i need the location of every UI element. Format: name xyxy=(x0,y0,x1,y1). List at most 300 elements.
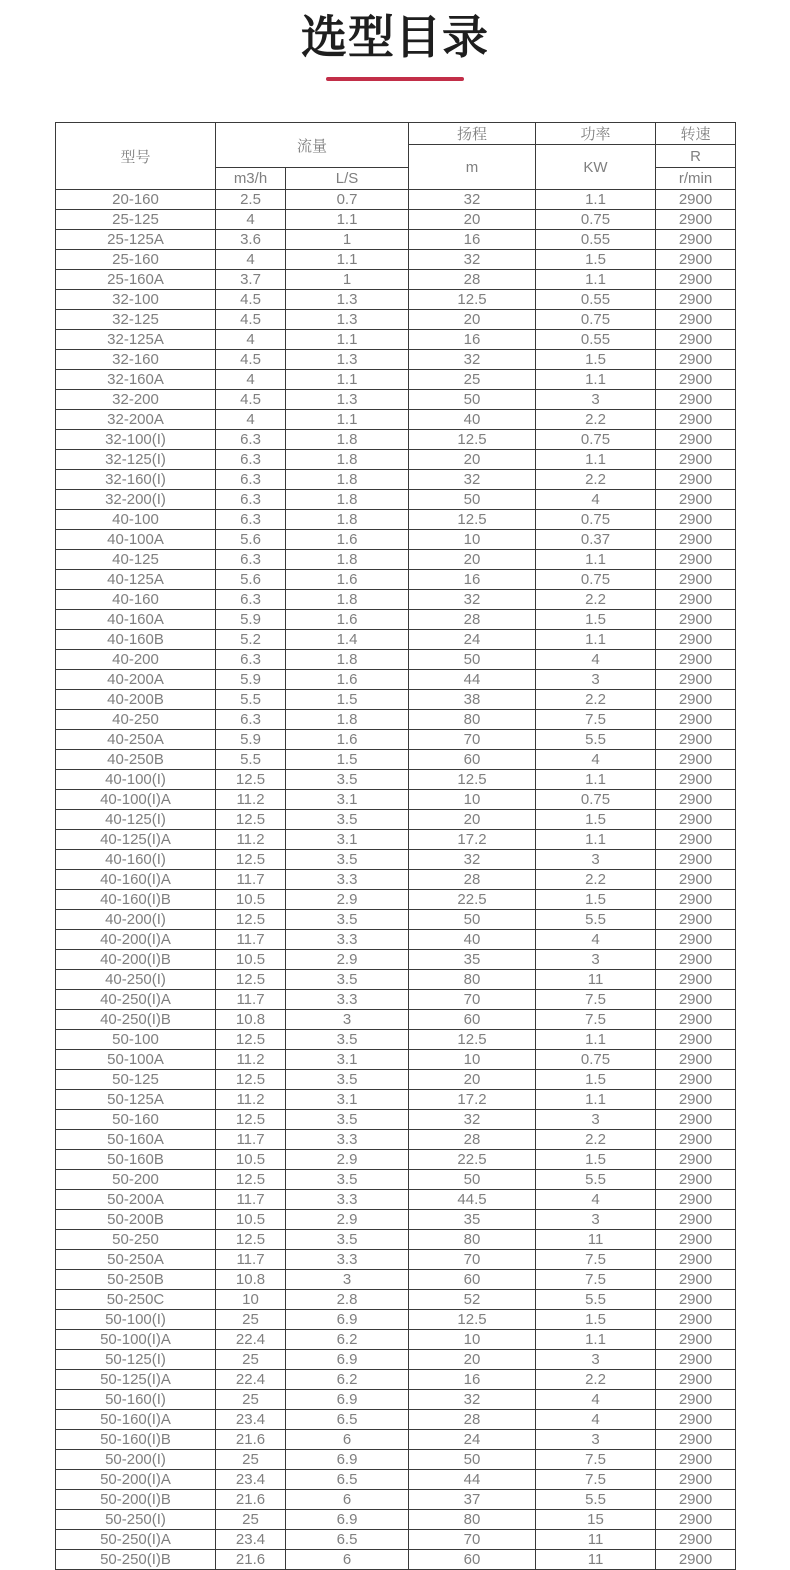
cell-head-m: 50 xyxy=(409,910,536,930)
cell-model: 50-160(I)B xyxy=(56,1430,216,1450)
cell-model: 32-160(I) xyxy=(56,470,216,490)
cell-flow-m3h: 12.5 xyxy=(216,1070,286,1090)
cell-flow-m3h: 4 xyxy=(216,370,286,390)
cell-flow-m3h: 12.5 xyxy=(216,1030,286,1050)
cell-speed-rpm: 2900 xyxy=(656,630,736,650)
cell-flow-ls: 1.8 xyxy=(286,470,409,490)
cell-power-kw: 1.1 xyxy=(536,1030,656,1050)
cell-head-m: 38 xyxy=(409,690,536,710)
cell-power-kw: 7.5 xyxy=(536,990,656,1010)
cell-speed-rpm: 2900 xyxy=(656,190,736,210)
cell-flow-m3h: 6.3 xyxy=(216,430,286,450)
cell-model: 50-100 xyxy=(56,1030,216,1050)
cell-speed-rpm: 2900 xyxy=(656,1450,736,1470)
table-row xyxy=(56,630,736,650)
cell-power-kw: 2.2 xyxy=(536,870,656,890)
cell-head-m: 28 xyxy=(409,610,536,630)
cell-head-m: 12.5 xyxy=(409,770,536,790)
cell-speed-rpm: 2900 xyxy=(656,650,736,670)
table-row xyxy=(56,710,736,730)
cell-model: 32-160 xyxy=(56,350,216,370)
cell-power-kw: 1.1 xyxy=(536,830,656,850)
cell-flow-ls: 3.5 xyxy=(286,850,409,870)
cell-power-kw: 7.5 xyxy=(536,1450,656,1470)
cell-speed-rpm: 2900 xyxy=(656,1350,736,1370)
cell-flow-ls: 6.9 xyxy=(286,1510,409,1530)
cell-flow-m3h: 11.2 xyxy=(216,830,286,850)
cell-flow-ls: 3.5 xyxy=(286,810,409,830)
table-row xyxy=(56,1010,736,1030)
cell-flow-m3h: 4 xyxy=(216,330,286,350)
cell-flow-m3h: 25 xyxy=(216,1310,286,1330)
cell-power-kw: 7.5 xyxy=(536,1470,656,1490)
table-row xyxy=(56,650,736,670)
cell-power-kw: 2.2 xyxy=(536,590,656,610)
cell-flow-m3h: 25 xyxy=(216,1390,286,1410)
cell-power-kw: 2.2 xyxy=(536,470,656,490)
cell-head-m: 50 xyxy=(409,1450,536,1470)
cell-power-kw: 0.75 xyxy=(536,790,656,810)
cell-model: 32-125 xyxy=(56,310,216,330)
cell-flow-m3h: 12.5 xyxy=(216,850,286,870)
cell-model: 40-200A xyxy=(56,670,216,690)
cell-flow-ls: 1.4 xyxy=(286,630,409,650)
cell-model: 32-200 xyxy=(56,390,216,410)
cell-flow-m3h: 4 xyxy=(216,410,286,430)
cell-speed-rpm: 2900 xyxy=(656,730,736,750)
cell-flow-ls: 1.1 xyxy=(286,210,409,230)
cell-head-m: 12.5 xyxy=(409,290,536,310)
table-row xyxy=(56,510,736,530)
cell-flow-m3h: 5.2 xyxy=(216,630,286,650)
cell-model: 50-200A xyxy=(56,1190,216,1210)
cell-head-m: 10 xyxy=(409,530,536,550)
cell-head-m: 20 xyxy=(409,450,536,470)
cell-flow-ls: 1.5 xyxy=(286,690,409,710)
table-row xyxy=(56,850,736,870)
cell-flow-ls: 1.3 xyxy=(286,290,409,310)
cell-power-kw: 1.5 xyxy=(536,610,656,630)
cell-power-kw: 0.75 xyxy=(536,430,656,450)
cell-head-m: 60 xyxy=(409,1270,536,1290)
cell-flow-m3h: 11.7 xyxy=(216,990,286,1010)
cell-model: 40-125(I)A xyxy=(56,830,216,850)
cell-power-kw: 5.5 xyxy=(536,910,656,930)
table-row xyxy=(56,570,736,590)
cell-power-kw: 11 xyxy=(536,1530,656,1550)
cell-speed-rpm: 2900 xyxy=(656,750,736,770)
cell-flow-ls: 6 xyxy=(286,1430,409,1450)
cell-speed-rpm: 2900 xyxy=(656,810,736,830)
cell-speed-rpm: 2900 xyxy=(656,1550,736,1570)
cell-flow-m3h: 23.4 xyxy=(216,1410,286,1430)
cell-flow-m3h: 10.5 xyxy=(216,890,286,910)
cell-head-m: 50 xyxy=(409,1170,536,1190)
cell-model: 40-100(I)A xyxy=(56,790,216,810)
cell-speed-rpm: 2900 xyxy=(656,450,736,470)
cell-flow-ls: 1.1 xyxy=(286,370,409,390)
cell-flow-ls: 3.1 xyxy=(286,830,409,850)
cell-flow-ls: 0.7 xyxy=(286,190,409,210)
table-row xyxy=(56,1030,736,1050)
table-row xyxy=(56,190,736,210)
cell-flow-m3h: 4 xyxy=(216,250,286,270)
table-row xyxy=(56,890,736,910)
cell-head-m: 16 xyxy=(409,330,536,350)
cell-model: 32-125A xyxy=(56,330,216,350)
table-row xyxy=(56,230,736,250)
table-row xyxy=(56,1050,736,1070)
cell-model: 50-250C xyxy=(56,1290,216,1310)
cell-speed-rpm: 2900 xyxy=(656,790,736,810)
cell-speed-rpm: 2900 xyxy=(656,1410,736,1430)
cell-speed-rpm: 2900 xyxy=(656,510,736,530)
cell-model: 32-200A xyxy=(56,410,216,430)
cell-flow-m3h: 11.7 xyxy=(216,1250,286,1270)
table-row xyxy=(56,550,736,570)
cell-power-kw: 3 xyxy=(536,1110,656,1130)
cell-flow-ls: 2.9 xyxy=(286,890,409,910)
table-row xyxy=(56,290,736,310)
cell-power-kw: 4 xyxy=(536,1390,656,1410)
cell-head-m: 28 xyxy=(409,870,536,890)
cell-flow-m3h: 5.6 xyxy=(216,530,286,550)
cell-head-m: 60 xyxy=(409,1010,536,1030)
cell-flow-m3h: 25 xyxy=(216,1450,286,1470)
cell-speed-rpm: 2900 xyxy=(656,1310,736,1330)
cell-model: 50-160A xyxy=(56,1130,216,1150)
cell-flow-ls: 3.5 xyxy=(286,1030,409,1050)
cell-speed-rpm: 2900 xyxy=(656,1490,736,1510)
cell-power-kw: 3 xyxy=(536,950,656,970)
cell-flow-m3h: 12.5 xyxy=(216,1110,286,1130)
cell-flow-m3h: 12.5 xyxy=(216,1230,286,1250)
cell-model: 50-200(I)A xyxy=(56,1470,216,1490)
cell-power-kw: 1.1 xyxy=(536,190,656,210)
cell-power-kw: 0.75 xyxy=(536,310,656,330)
table-row xyxy=(56,770,736,790)
catalog-page xyxy=(0,6,790,1570)
cell-model: 50-160(I)A xyxy=(56,1410,216,1430)
table-row xyxy=(56,590,736,610)
cell-head-m: 20 xyxy=(409,1070,536,1090)
cell-speed-rpm: 2900 xyxy=(656,1010,736,1030)
table-row xyxy=(56,1210,736,1230)
table-row xyxy=(56,1090,736,1110)
table-row xyxy=(56,370,736,390)
cell-power-kw: 2.2 xyxy=(536,1370,656,1390)
cell-power-kw: 1.1 xyxy=(536,770,656,790)
cell-speed-rpm: 2900 xyxy=(656,1250,736,1270)
cell-model: 40-200(I)B xyxy=(56,950,216,970)
cell-flow-m3h: 6.3 xyxy=(216,710,286,730)
cell-power-kw: 4 xyxy=(536,750,656,770)
table-row xyxy=(56,1190,736,1210)
cell-flow-ls: 6.5 xyxy=(286,1530,409,1550)
cell-flow-m3h: 21.6 xyxy=(216,1490,286,1510)
cell-power-kw: 0.37 xyxy=(536,530,656,550)
cell-power-kw: 4 xyxy=(536,1410,656,1430)
cell-speed-rpm: 2900 xyxy=(656,1210,736,1230)
table-row xyxy=(56,450,736,470)
cell-flow-ls: 1.8 xyxy=(286,490,409,510)
cell-power-kw: 1.1 xyxy=(536,370,656,390)
table-row xyxy=(56,390,736,410)
cell-speed-rpm: 2900 xyxy=(656,250,736,270)
cell-power-kw: 1.5 xyxy=(536,1310,656,1330)
cell-speed-rpm: 2900 xyxy=(656,310,736,330)
cell-speed-rpm: 2900 xyxy=(656,1150,736,1170)
cell-power-kw: 3 xyxy=(536,670,656,690)
cell-flow-ls: 3.3 xyxy=(286,1130,409,1150)
cell-speed-rpm: 2900 xyxy=(656,290,736,310)
cell-flow-m3h: 21.6 xyxy=(216,1430,286,1450)
cell-power-kw: 2.2 xyxy=(536,410,656,430)
cell-model: 50-200 xyxy=(56,1170,216,1190)
table-row xyxy=(56,270,736,290)
cell-speed-rpm: 2900 xyxy=(656,1110,736,1130)
table-row xyxy=(56,1370,736,1390)
cell-head-m: 40 xyxy=(409,410,536,430)
cell-power-kw: 11 xyxy=(536,1230,656,1250)
table-row xyxy=(56,1410,736,1430)
cell-flow-ls: 1.8 xyxy=(286,710,409,730)
table-row xyxy=(56,1470,736,1490)
cell-power-kw: 4 xyxy=(536,490,656,510)
cell-flow-ls: 3.5 xyxy=(286,770,409,790)
cell-model: 50-200(I)B xyxy=(56,1490,216,1510)
cell-model: 40-100 xyxy=(56,510,216,530)
cell-flow-ls: 1 xyxy=(286,230,409,250)
table-row xyxy=(56,1330,736,1350)
cell-flow-m3h: 5.9 xyxy=(216,730,286,750)
cell-speed-rpm: 2900 xyxy=(656,1530,736,1550)
cell-power-kw: 1.5 xyxy=(536,250,656,270)
cell-flow-ls: 1.8 xyxy=(286,450,409,470)
cell-flow-ls: 2.9 xyxy=(286,1150,409,1170)
cell-model: 50-250(I)B xyxy=(56,1550,216,1570)
table-row xyxy=(56,1250,736,1270)
cell-power-kw: 0.55 xyxy=(536,230,656,250)
table-row xyxy=(56,1510,736,1530)
cell-model: 50-250 xyxy=(56,1230,216,1250)
cell-power-kw: 5.5 xyxy=(536,1170,656,1190)
cell-flow-m3h: 6.3 xyxy=(216,650,286,670)
cell-head-m: 10 xyxy=(409,790,536,810)
cell-flow-m3h: 21.6 xyxy=(216,1550,286,1570)
cell-head-m: 32 xyxy=(409,250,536,270)
cell-flow-ls: 6.9 xyxy=(286,1450,409,1470)
table-row xyxy=(56,1290,736,1310)
cell-power-kw: 1.1 xyxy=(536,550,656,570)
cell-flow-ls: 6.2 xyxy=(286,1330,409,1350)
cell-flow-m3h: 11.7 xyxy=(216,930,286,950)
cell-flow-m3h: 6.3 xyxy=(216,490,286,510)
cell-head-m: 50 xyxy=(409,390,536,410)
table-row xyxy=(56,830,736,850)
cell-model: 40-160B xyxy=(56,630,216,650)
table-row xyxy=(56,1310,736,1330)
cell-model: 40-250(I) xyxy=(56,970,216,990)
cell-head-m: 32 xyxy=(409,350,536,370)
table-row xyxy=(56,910,736,930)
table-row xyxy=(56,430,736,450)
cell-speed-rpm: 2900 xyxy=(656,1130,736,1150)
cell-flow-ls: 1.6 xyxy=(286,610,409,630)
cell-speed-rpm: 2900 xyxy=(656,1230,736,1250)
cell-model: 40-200B xyxy=(56,690,216,710)
cell-speed-rpm: 2900 xyxy=(656,390,736,410)
table-row xyxy=(56,1550,736,1570)
header-flow-ls: L/S xyxy=(286,168,409,190)
cell-flow-ls: 1 xyxy=(286,270,409,290)
cell-model: 50-100(I) xyxy=(56,1310,216,1330)
cell-model: 32-100 xyxy=(56,290,216,310)
header-power: 功率 xyxy=(536,123,656,145)
cell-flow-ls: 3.3 xyxy=(286,990,409,1010)
cell-speed-rpm: 2900 xyxy=(656,1170,736,1190)
cell-head-m: 70 xyxy=(409,730,536,750)
cell-model: 50-160 xyxy=(56,1110,216,1130)
cell-head-m: 10 xyxy=(409,1050,536,1070)
cell-flow-ls: 6 xyxy=(286,1550,409,1570)
header-speed-rmin: r/min xyxy=(656,168,736,190)
header-flow: 流量 xyxy=(216,123,409,168)
cell-head-m: 70 xyxy=(409,1530,536,1550)
cell-model: 32-160A xyxy=(56,370,216,390)
cell-power-kw: 3 xyxy=(536,1350,656,1370)
cell-speed-rpm: 2900 xyxy=(656,1390,736,1410)
cell-flow-m3h: 2.5 xyxy=(216,190,286,210)
cell-flow-m3h: 10.5 xyxy=(216,1210,286,1230)
cell-speed-rpm: 2900 xyxy=(656,990,736,1010)
cell-head-m: 12.5 xyxy=(409,1310,536,1330)
cell-flow-ls: 2.9 xyxy=(286,950,409,970)
cell-flow-m3h: 10.5 xyxy=(216,1150,286,1170)
cell-speed-rpm: 2900 xyxy=(656,950,736,970)
cell-power-kw: 2.2 xyxy=(536,1130,656,1150)
cell-head-m: 80 xyxy=(409,1230,536,1250)
cell-speed-rpm: 2900 xyxy=(656,1430,736,1450)
table-row xyxy=(56,1350,736,1370)
cell-speed-rpm: 2900 xyxy=(656,1090,736,1110)
cell-flow-ls: 6.9 xyxy=(286,1390,409,1410)
table-row xyxy=(56,1270,736,1290)
cell-flow-m3h: 12.5 xyxy=(216,970,286,990)
table-row xyxy=(56,750,736,770)
cell-speed-rpm: 2900 xyxy=(656,330,736,350)
header-speed-r: R xyxy=(656,145,736,168)
cell-head-m: 32 xyxy=(409,590,536,610)
cell-speed-rpm: 2900 xyxy=(656,690,736,710)
table-body xyxy=(56,190,736,1570)
cell-head-m: 80 xyxy=(409,970,536,990)
cell-flow-m3h: 5.5 xyxy=(216,690,286,710)
cell-model: 50-160B xyxy=(56,1150,216,1170)
table-header xyxy=(56,123,736,190)
cell-head-m: 22.5 xyxy=(409,1150,536,1170)
cell-model: 50-160(I) xyxy=(56,1390,216,1410)
cell-power-kw: 3 xyxy=(536,850,656,870)
cell-model: 40-200(I) xyxy=(56,910,216,930)
cell-power-kw: 4 xyxy=(536,650,656,670)
cell-model: 25-125A xyxy=(56,230,216,250)
cell-flow-ls: 1.1 xyxy=(286,250,409,270)
cell-model: 50-200B xyxy=(56,1210,216,1230)
cell-flow-ls: 3.1 xyxy=(286,1090,409,1110)
cell-flow-ls: 3.3 xyxy=(286,1190,409,1210)
cell-flow-m3h: 25 xyxy=(216,1510,286,1530)
cell-flow-ls: 3 xyxy=(286,1010,409,1030)
cell-flow-m3h: 12.5 xyxy=(216,1170,286,1190)
table-row xyxy=(56,1450,736,1470)
cell-head-m: 25 xyxy=(409,370,536,390)
cell-flow-m3h: 22.4 xyxy=(216,1330,286,1350)
cell-flow-ls: 1.3 xyxy=(286,310,409,330)
cell-head-m: 28 xyxy=(409,1410,536,1430)
cell-model: 50-250A xyxy=(56,1250,216,1270)
cell-speed-rpm: 2900 xyxy=(656,970,736,990)
table-row xyxy=(56,1130,736,1150)
cell-model: 40-160(I)A xyxy=(56,870,216,890)
cell-speed-rpm: 2900 xyxy=(656,1370,736,1390)
cell-head-m: 40 xyxy=(409,930,536,950)
cell-head-m: 35 xyxy=(409,1210,536,1230)
cell-model: 40-250(I)B xyxy=(56,1010,216,1030)
cell-power-kw: 0.55 xyxy=(536,290,656,310)
cell-flow-m3h: 4 xyxy=(216,210,286,230)
cell-model: 50-250(I) xyxy=(56,1510,216,1530)
cell-flow-ls: 3.1 xyxy=(286,1050,409,1070)
cell-head-m: 35 xyxy=(409,950,536,970)
cell-power-kw: 1.5 xyxy=(536,890,656,910)
cell-head-m: 17.2 xyxy=(409,1090,536,1110)
cell-speed-rpm: 2900 xyxy=(656,1470,736,1490)
cell-flow-m3h: 3.6 xyxy=(216,230,286,250)
cell-flow-m3h: 5.9 xyxy=(216,670,286,690)
cell-flow-m3h: 11.7 xyxy=(216,870,286,890)
header-power-unit: KW xyxy=(536,145,656,190)
cell-speed-rpm: 2900 xyxy=(656,770,736,790)
cell-power-kw: 1.5 xyxy=(536,810,656,830)
cell-flow-ls: 1.8 xyxy=(286,430,409,450)
cell-head-m: 32 xyxy=(409,470,536,490)
cell-flow-ls: 3.5 xyxy=(286,1070,409,1090)
cell-speed-rpm: 2900 xyxy=(656,1050,736,1070)
cell-speed-rpm: 2900 xyxy=(656,1030,736,1050)
cell-model: 25-125 xyxy=(56,210,216,230)
cell-head-m: 16 xyxy=(409,1370,536,1390)
cell-head-m: 70 xyxy=(409,1250,536,1270)
cell-speed-rpm: 2900 xyxy=(656,350,736,370)
cell-head-m: 28 xyxy=(409,270,536,290)
cell-flow-m3h: 4.5 xyxy=(216,310,286,330)
cell-head-m: 10 xyxy=(409,1330,536,1350)
cell-flow-ls: 1.3 xyxy=(286,390,409,410)
cell-head-m: 52 xyxy=(409,1290,536,1310)
cell-speed-rpm: 2900 xyxy=(656,1190,736,1210)
cell-flow-m3h: 6.3 xyxy=(216,590,286,610)
cell-head-m: 12.5 xyxy=(409,1030,536,1050)
cell-model: 40-125A xyxy=(56,570,216,590)
table-row xyxy=(56,730,736,750)
cell-head-m: 60 xyxy=(409,750,536,770)
cell-flow-ls: 1.8 xyxy=(286,550,409,570)
table-row xyxy=(56,1070,736,1090)
cell-head-m: 32 xyxy=(409,850,536,870)
table-row xyxy=(56,1530,736,1550)
cell-power-kw: 5.5 xyxy=(536,730,656,750)
